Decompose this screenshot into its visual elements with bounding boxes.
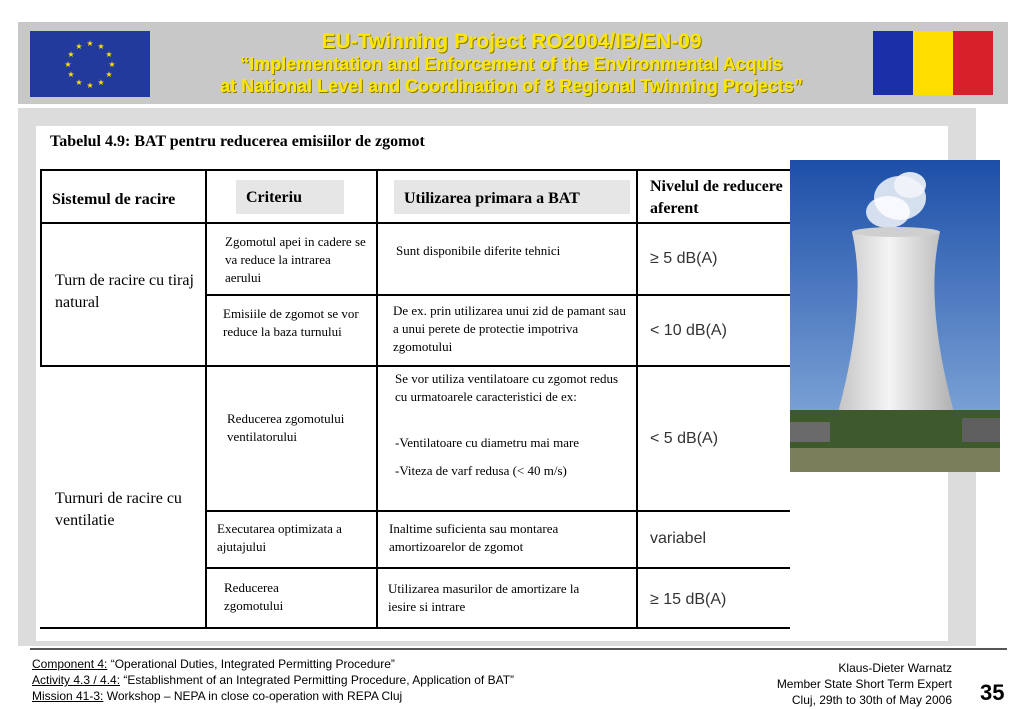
table-rule <box>40 169 790 171</box>
svg-text:★: ★ <box>86 39 94 48</box>
footer-activity: Activity 4.3 / 4.4: “Establishment of an Integrated Permitting Procedure, Application of BAT” <box>32 673 515 687</box>
header-subtitle-1: “Implementation and Enforcement of the Environmental Acquis <box>240 54 783 74</box>
table-rule <box>207 567 790 569</box>
eu-flag-icon <box>30 31 150 97</box>
page-number: 35 <box>980 680 1005 705</box>
row4-criterion: Executarea optimizata a ajutajului <box>217 521 342 554</box>
header-subtitle-2: at National Level and Coordination of 8 Regional Twinning Projects” <box>220 76 803 96</box>
footer-mission: Mission 41-3: Workshop – NEPA in close co-operation with REPA Cluj <box>32 689 403 703</box>
table-rule <box>40 627 790 629</box>
table-rule <box>376 365 378 629</box>
row2-criterion: Emisiile de zgomot se vor reduce la baza turnului <box>223 306 359 339</box>
row3-usage-bullet-2: -Viteza de varf redusa (< 40 m/s) <box>395 463 567 478</box>
row4-usage: Inaltime suficienta sau montarea amortizoarelor de zgomot <box>389 521 559 554</box>
svg-text:★: ★ <box>67 70 75 79</box>
table-rule <box>636 365 638 629</box>
row2-level: < 10 dB(A) <box>650 322 727 339</box>
svg-text:★: ★ <box>67 50 75 59</box>
row5-criterion: Reducerea zgomotului <box>224 580 284 613</box>
table-title: Tabelul 4.9: BAT pentru reducerea emisiilor de zgomot <box>50 133 425 150</box>
svg-text:★: ★ <box>105 70 113 79</box>
header-title: EU-Twinning Project RO2004/IB/EN-09 <box>321 30 702 53</box>
footer-author: Klaus-Dieter Warnatz <box>838 661 952 675</box>
table-rule <box>636 169 638 366</box>
svg-text:★: ★ <box>97 42 105 51</box>
row3-criterion: Reducerea zgomotului ventilatorului <box>227 411 345 444</box>
table-rule <box>40 365 790 367</box>
group-natural-draft: Turn de racire cu tiraj natural <box>55 272 194 311</box>
group-ventilated: Turnuri de racire cu ventilatie <box>55 490 182 529</box>
row1-criterion: Zgomotul apei in cadere se va reduce la intrarea aerului <box>225 234 366 285</box>
row3-usage-bullet-1: -Ventilatoare cu diametru mai mare <box>395 435 580 450</box>
header-usage: Utilizarea primara a BAT <box>404 190 580 207</box>
table-rule <box>207 510 790 512</box>
table-rule <box>207 294 790 296</box>
romania-flag-icon <box>873 31 993 95</box>
row5-level: ≥ 15 dB(A) <box>650 591 727 608</box>
svg-text:★: ★ <box>75 78 83 87</box>
svg-text:★: ★ <box>64 60 72 69</box>
footer-date: Cluj, 29th to 30th of May 2006 <box>791 693 952 707</box>
table-rule <box>205 169 207 629</box>
footer-role: Member State Short Term Expert <box>776 677 952 691</box>
header-system: Sistemul de racire <box>52 191 176 208</box>
row1-usage: Sunt disponibile diferite tehnici <box>396 243 561 258</box>
table-rule <box>40 169 42 366</box>
svg-text:★: ★ <box>86 81 94 90</box>
svg-text:★: ★ <box>97 78 105 87</box>
row5-usage: Utilizarea masurilor de amortizare la iesire si intrare <box>388 581 580 614</box>
table-rule <box>40 222 790 224</box>
row2-usage: De ex. prin utilizarea unui zid de pamant sau a unui perete de protectie impotriva zgomotului <box>393 303 626 354</box>
row3-usage: Se vor utiliza ventilatoare cu zgomot redus cu urmatoarele caracteristici de ex: <box>395 371 619 404</box>
header-criterion: Criteriu <box>246 189 302 206</box>
footer-rule <box>30 648 1007 650</box>
cooling-tower-photo <box>790 160 1000 472</box>
header-level: Nivelul de reducere aferent <box>650 178 783 217</box>
row1-level: ≥ 5 dB(A) <box>650 250 718 267</box>
svg-text:★: ★ <box>75 42 83 51</box>
svg-text:★: ★ <box>108 60 116 69</box>
footer-component: Component 4: “Operational Duties, Integrated Permitting Procedure” <box>32 657 395 671</box>
table-rule <box>376 169 378 366</box>
row4-level: variabel <box>650 530 707 547</box>
svg-text:★: ★ <box>105 50 113 59</box>
row3-level: < 5 dB(A) <box>650 430 719 447</box>
